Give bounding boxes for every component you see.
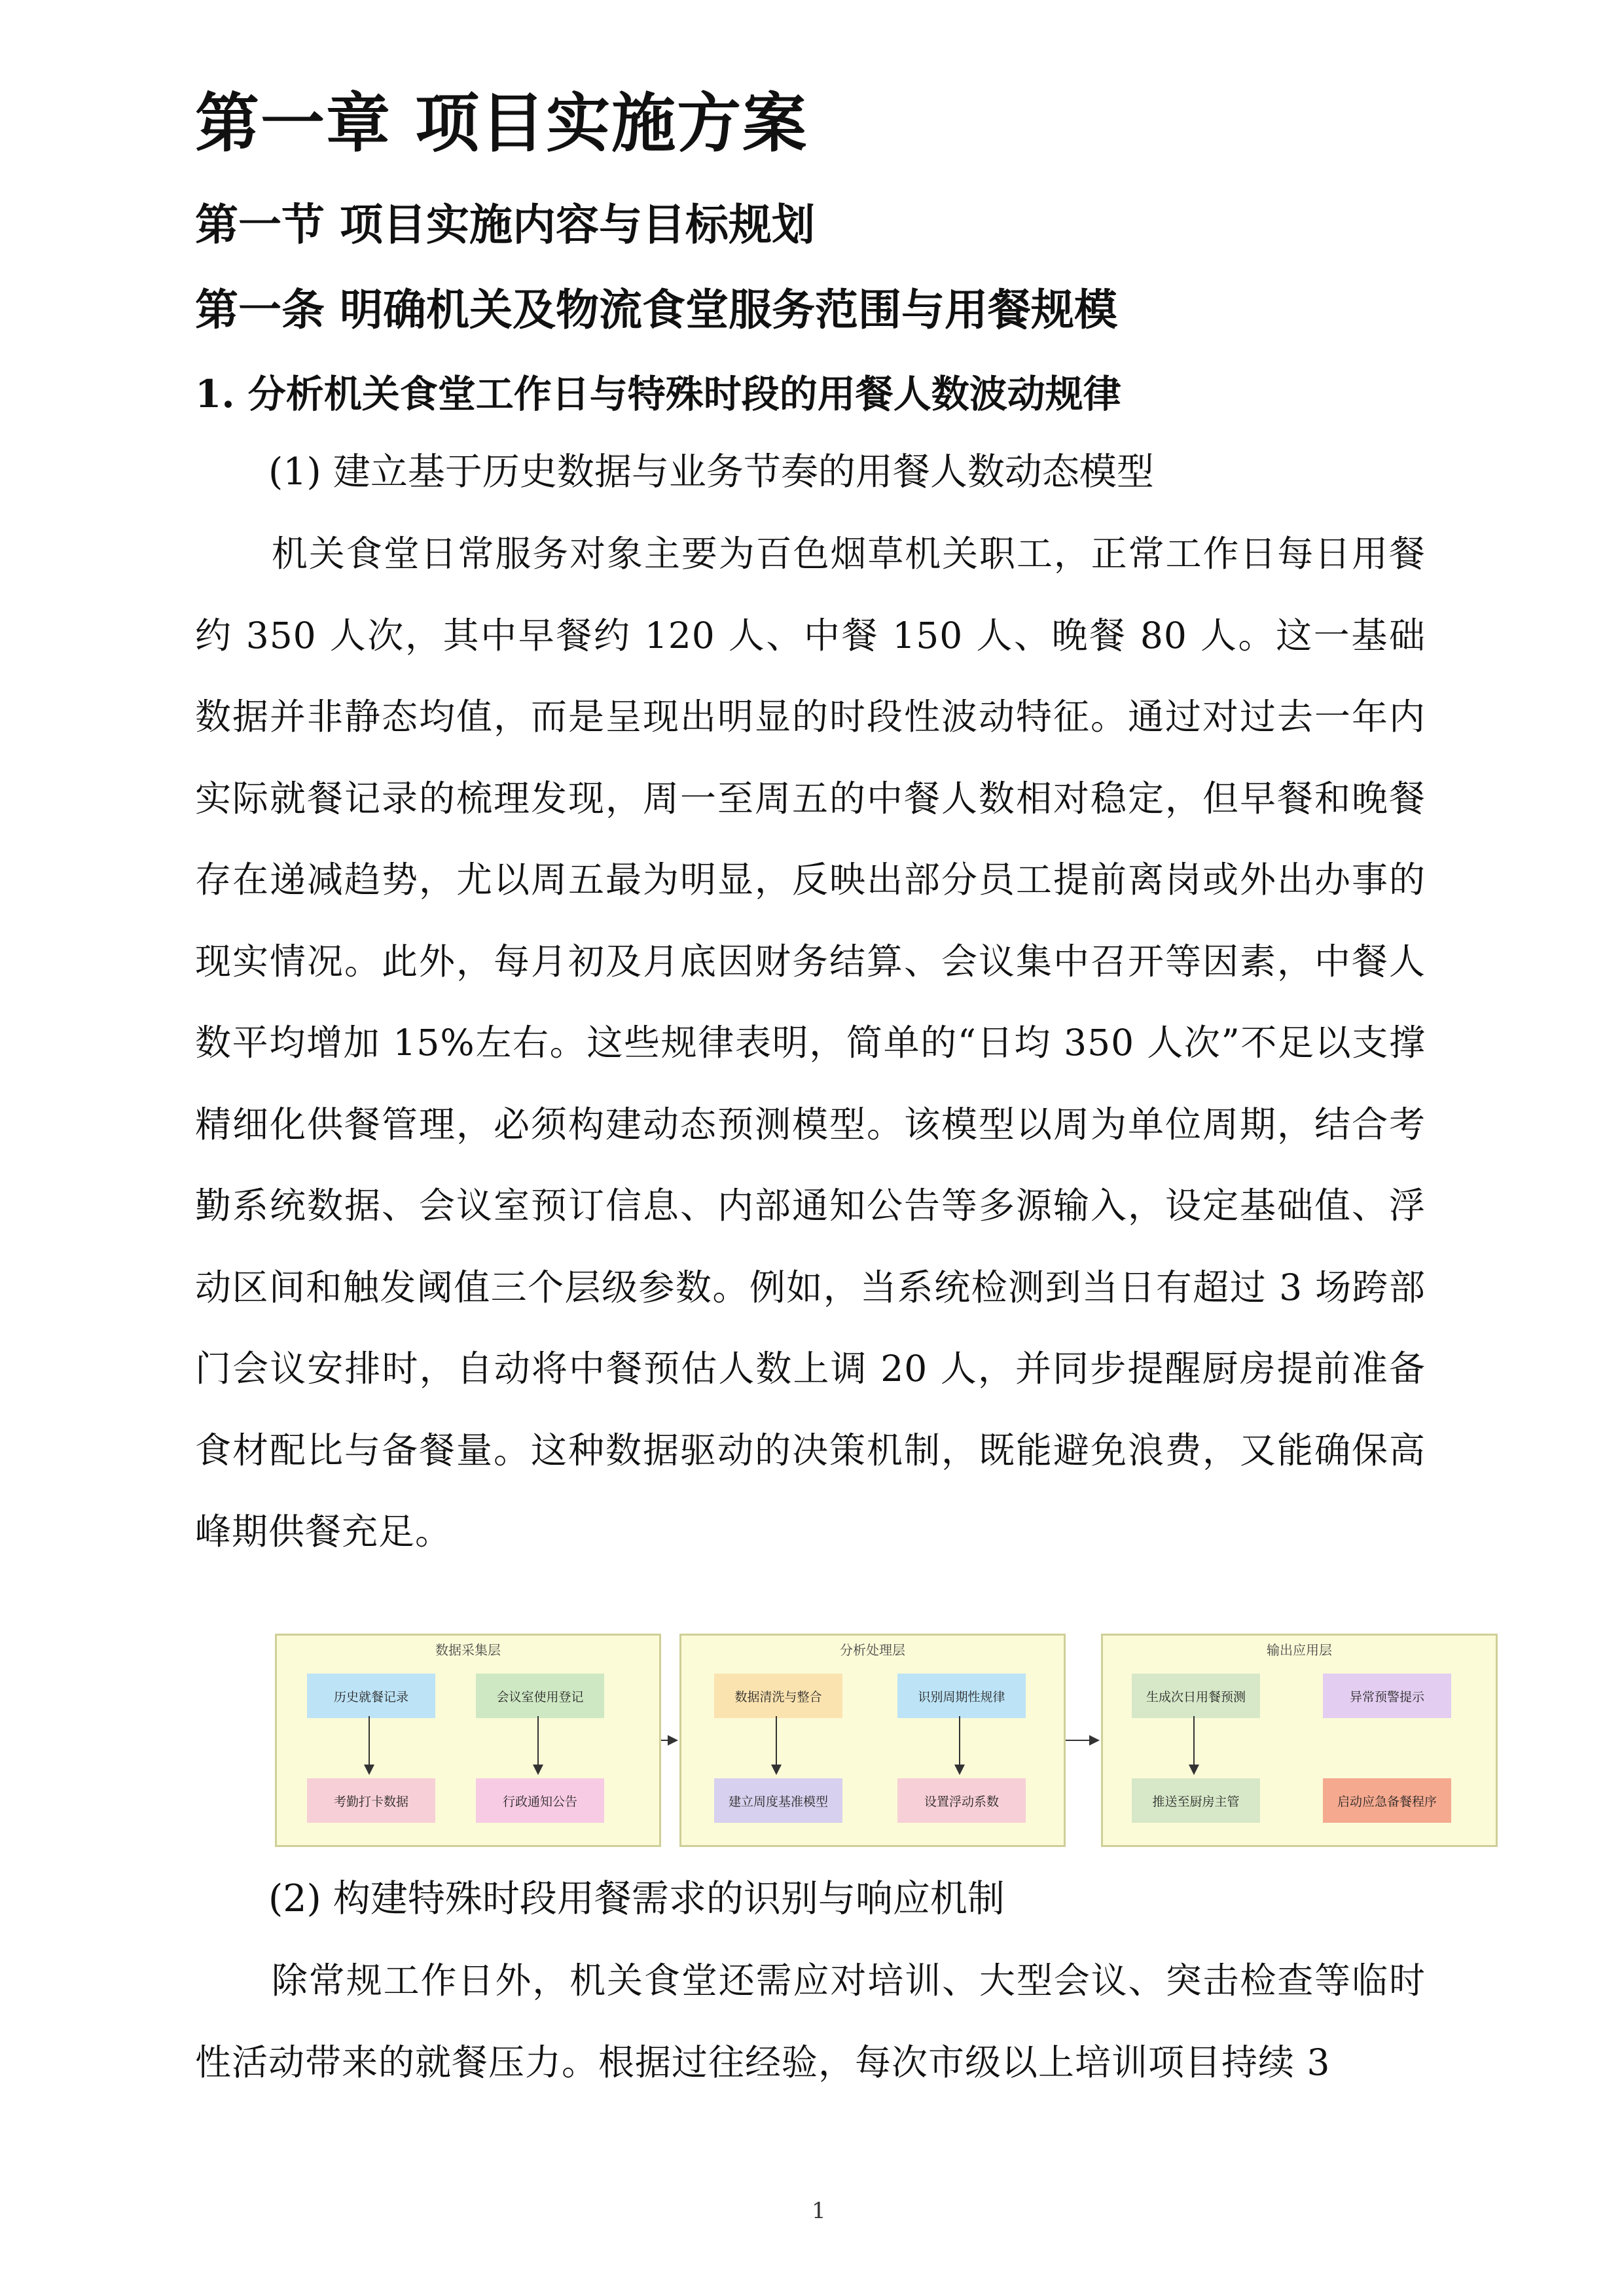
flow-node: 设置浮动系数	[897, 1778, 1026, 1823]
page-number: 1	[812, 2198, 826, 2224]
subsection-2-title: (2) 构建特殊时段用餐需求的识别与响应机制	[268, 1877, 1005, 1920]
section-title: 第一节 项目实施内容与目标规划	[195, 199, 815, 250]
article-title: 第一条 明确机关及物流食堂服务范围与用餐规模	[195, 284, 1117, 335]
flow-arrows	[275, 1634, 1498, 1847]
layer-title: 分析处理层	[840, 1642, 905, 1658]
subsection-1-title: (1) 建立基于历史数据与业务节奏的用餐人数动态模型	[268, 450, 1154, 493]
paragraph-1	[195, 513, 1426, 1573]
item-title: 1. 分析机关食堂工作日与特殊时段的用餐人数波动规律	[195, 372, 1121, 416]
flow-node: 生成次日用餐预测	[1132, 1674, 1260, 1718]
paragraph-2-text: 除常规工作日外，机关食堂还需应对培训、大型会议、突击检查等临时性活动带来的就餐压力。根据过往经验，每次市级以上培训项目持续 3	[195, 1960, 1426, 2083]
flow-node: 建立周度基准模型	[714, 1778, 842, 1823]
flow-node: 数据清洗与整合	[714, 1674, 842, 1718]
chapter-title: 第一章 项目实施方案	[195, 86, 808, 161]
flow-node: 推送至厨房主管	[1132, 1778, 1260, 1823]
paragraph-1-text: 机关食堂日常服务对象主要为百色烟草机关职工，正常工作日每日用餐约 350 人次，其中早餐约 120 人、中餐 150 人、晚餐 80 人。这一基础数据并非静态均值，而是呈现出明显的时段性波动特征。通过对过去一年内实际就餐记录的梳理发现，周一至周五的中餐人数相对稳定，但早餐和晚餐存在递减趋势，尤以周五最为明显，反映出部分员工提前离岗或外出办事的现实情况。此外，每月初及月底因财务结算、会议集中召开等因素，中餐人数平均增加 15%左右。这些规律表明，简单的“日均 350 人次”不足以支撑精细化供餐管理，必须构建动态预测模型。该模型以周为单位周期，结合考勤系统数据、会议室预订信息、内部通知公告等多源输入，设定基础值、浮动区间和触发阈值三个层级参数。例如，当系统检测到当日有超过 3 场跨部门会议安排时，自动将中餐预估人数上调 20 人，并同步提醒厨房提前准备食材配比与备餐量。这种数据驱动的决策机制，既能避免浪费，又能确保高峰期供餐充足。	[195, 533, 1426, 1552]
flow-node: 行政通知公告	[476, 1778, 604, 1823]
paragraph-2	[195, 1940, 1426, 2103]
flow-node: 识别周期性规律	[897, 1674, 1026, 1718]
flow-node: 历史就餐记录	[307, 1674, 435, 1718]
flow-node: 会议室使用登记	[476, 1674, 604, 1718]
layer-title: 输出应用层	[1267, 1642, 1332, 1658]
layer-title: 数据采集层	[435, 1642, 501, 1658]
flow-node: 启动应急备餐程序	[1323, 1778, 1451, 1823]
flow-node: 异常预警提示	[1323, 1674, 1451, 1718]
flow-node: 考勤打卡数据	[307, 1778, 435, 1823]
flowchart	[275, 1634, 1498, 1847]
